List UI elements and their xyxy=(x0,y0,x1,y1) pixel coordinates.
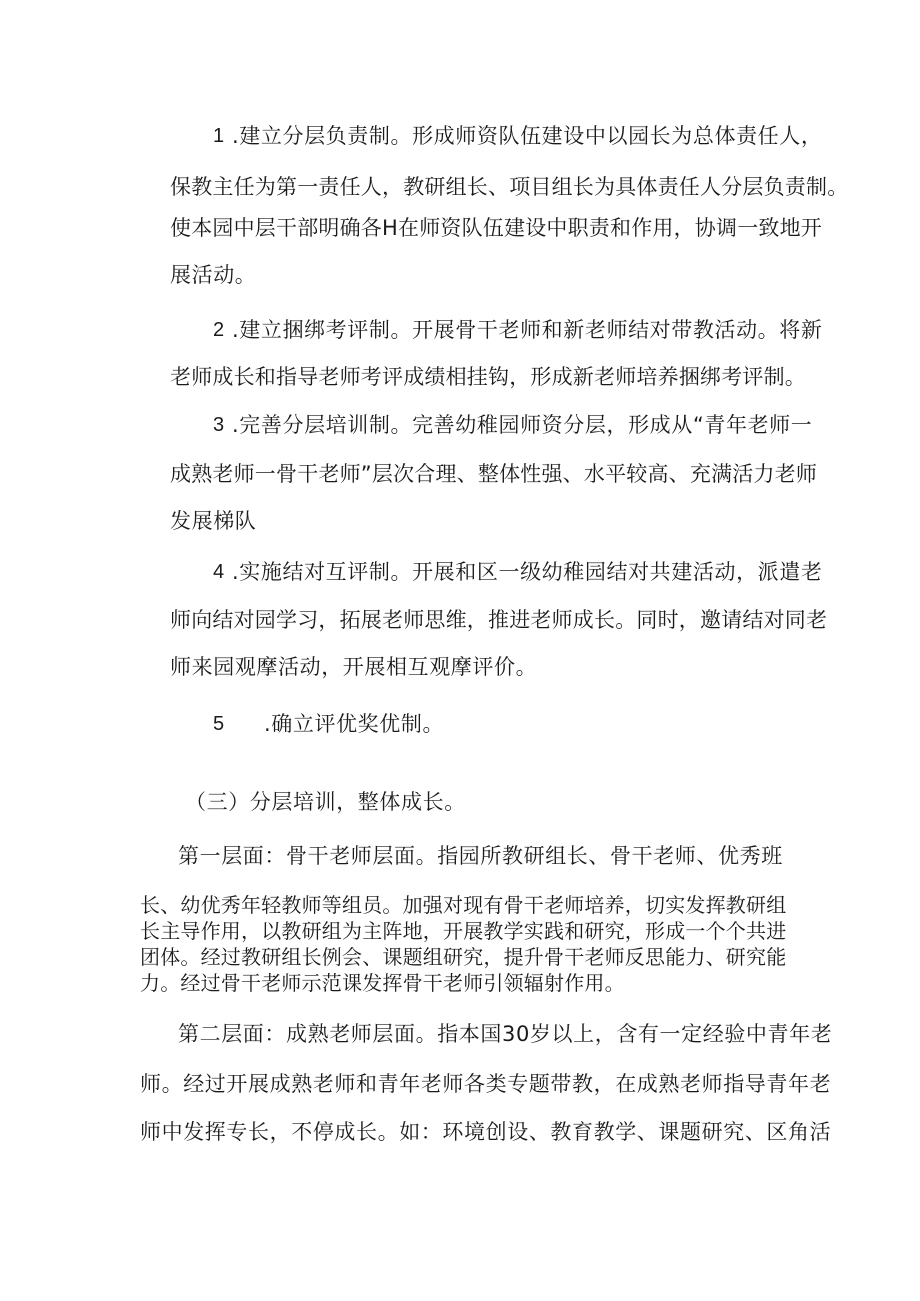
item-text-line: .建立捆绑考评制。开展骨干老师和新老师结对带教活动。将新 xyxy=(232,318,823,342)
item-text-line: 展活动。 xyxy=(170,263,257,287)
item-number: 1 xyxy=(213,125,225,147)
item-number: 5 xyxy=(213,713,225,735)
item-number: 3 xyxy=(213,414,225,436)
item-text-line: 老师成长和指导老师考评成绩相挂钩，形成新老师培养捆绑考评制。 xyxy=(170,365,806,389)
layer2-line: 师中发挥专长，不停成长。如：环境创设、教育教学、课题研究、区角活 xyxy=(140,1120,832,1144)
layer1-line: 长、幼优秀年轻教师等组员。加强对现有骨干老师培养，切实发挥教研组 xyxy=(140,893,787,917)
layer2-line: 师。经过开展成熟老师和青年老师各类专题带教，在成熟老师指导青年老 xyxy=(140,1072,832,1096)
item-number: 2 xyxy=(213,319,225,341)
item-text-line: 使本园中层干部明确各H在师资队伍建设中职责和作用，协调一致地开 xyxy=(170,216,822,240)
item-text-line: .完善分层培训制。完善幼稚园师资分层，形成从“青年老师一 xyxy=(232,413,813,437)
item-text-line: 师向结对园学习，拓展老师思维，推进老师成长。同时，邀请结对同老 xyxy=(170,608,828,632)
item-text-line: 师来园观摩活动，开展相互观摩评价。 xyxy=(170,655,538,679)
item-text-line: 保教主任为第一责任人，教研组长、项目组长为具体责任人分层负责制。 xyxy=(170,175,849,199)
item-text-line: .实施结对互评制。开展和区一级幼稚园结对共建活动，派遣老 xyxy=(232,560,823,584)
item-text-line: 发展梯队 xyxy=(170,509,257,533)
item-number: 4 xyxy=(213,561,225,583)
item-text-line: .确立评优奖优制。 xyxy=(264,712,445,736)
layer1-line: 长主导作用，以教研组为主阵地，开展教学实践和研究，形成一个个共进 xyxy=(140,919,787,943)
item-text-line: .建立分层负责制。形成师资队伍建设中以园长为总体责任人， xyxy=(232,124,823,148)
layer2-line: 第二层面：成熟老师层面。指本国30岁以上，含有一定经验中青年老 xyxy=(178,1022,833,1046)
layer1-first-line: 第一层面：骨干老师层面。指园所教研组长、骨干老师、优秀班 xyxy=(178,844,783,868)
layer1-line: 力。经过骨干老师示范课发挥骨干老师引领辐射作用。 xyxy=(140,971,625,995)
layer1-line: 团体。经过教研组长例会、课题组研究，提升骨干老师反思能力、研究能 xyxy=(140,945,787,969)
item-text-line: 成熟老师一骨干老师”层次合理、整体性强、水平较高、充满活力老师 xyxy=(170,462,818,486)
section-heading: （三）分层培训，整体成长。 xyxy=(185,790,466,814)
